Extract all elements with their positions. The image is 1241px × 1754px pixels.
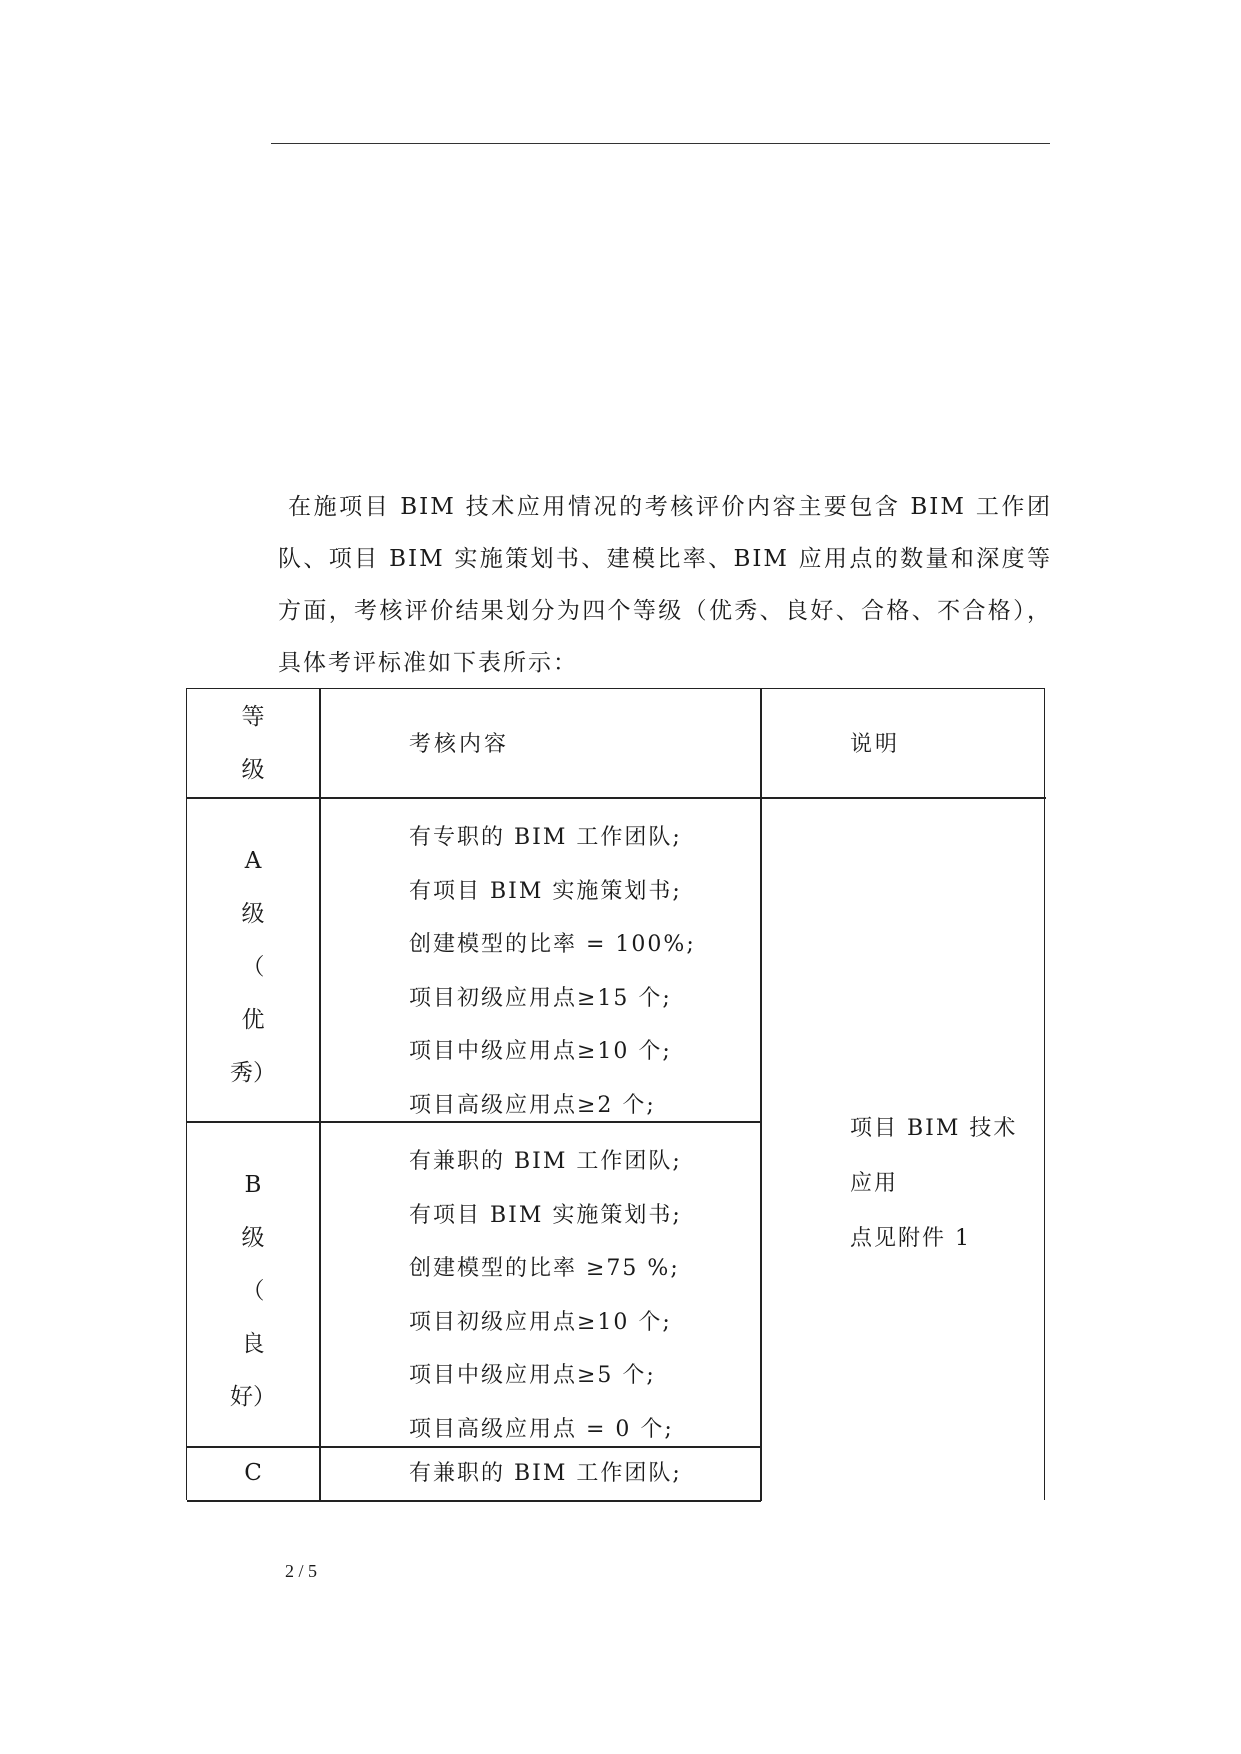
grade-a-line-1: A [244, 848, 262, 874]
grade-b-line-2: 级 [241, 1225, 265, 1251]
column-divider-grade [319, 689, 321, 1501]
content-item: 项目高级应用点≥2 个; [409, 1092, 656, 1118]
content-item: 有项目 BIM 实施策划书; [409, 1202, 682, 1228]
content-item: 有项目 BIM 实施策划书; [409, 878, 682, 904]
grade-b-line-3: （ [241, 1278, 265, 1304]
grade-b-line-5: 好） [230, 1384, 276, 1410]
header-rule [271, 143, 1050, 144]
grade-c [187, 1447, 319, 1500]
content-item: 项目中级应用点≥5 个; [409, 1363, 656, 1388]
header-content: 考核内容 [409, 732, 510, 757]
evaluation-table [186, 688, 1045, 1500]
header-row-divider [187, 797, 1046, 799]
content-item: 有兼职的 BIM 工作团队; [409, 1461, 682, 1486]
grade-c-line-1: C [244, 1460, 262, 1486]
grade-a [187, 835, 319, 1100]
content-item: 项目中级应用点≥10 个; [409, 1039, 672, 1064]
content-item: 创建模型的比率 = 100%; [409, 932, 696, 957]
content-item: 创建模型的比率 ≥75 %; [409, 1256, 680, 1281]
content-item: 项目初级应用点≥15 个; [409, 985, 672, 1011]
grade-b-line-4: 良 [241, 1331, 265, 1357]
grade-a-line-2: 级 [241, 901, 265, 927]
content-list-b [409, 1135, 682, 1456]
note-cell [850, 1101, 1040, 1266]
content-item: 有专职的 BIM 工作团队; [409, 825, 682, 850]
grade-a-line-5: 秀） [230, 1060, 276, 1086]
header-grade-line-1: 等 [241, 704, 265, 730]
note-line-2: 点见附件 1 [850, 1226, 971, 1251]
grade-a-line-4: 优 [241, 1007, 265, 1033]
content-list-a [409, 811, 696, 1132]
content-item: 项目初级应用点≥10 个; [409, 1309, 672, 1335]
header-grade [187, 691, 319, 797]
intro-paragraph: 在施项目 BIM 技术应用情况的考核评价内容主要包含 BIM 工作团队、项目 BIM 实施策划书、建模比率、BIM 应用点的数量和深度等方面，考核评价结果划分为四个等级（优秀、良好、合格、不合格），具体考评标准如下表所示： [278, 494, 1052, 676]
note-line-1: 项目 BIM 技术应用 [850, 1116, 1018, 1196]
content-item: 有兼职的 BIM 工作团队; [409, 1149, 682, 1174]
grade-b-line-1: B [244, 1172, 262, 1198]
content-list-c [409, 1447, 682, 1501]
page-number: 2 / 5 [285, 1561, 318, 1581]
header-grade-line-2: 级 [241, 757, 265, 783]
grade-a-line-3: （ [241, 954, 265, 980]
intro-section [278, 481, 1052, 689]
column-divider-content [760, 689, 762, 1501]
content-item: 项目高级应用点 = 0 个; [409, 1416, 674, 1442]
grade-b [187, 1159, 319, 1424]
header-note: 说明 [850, 732, 901, 757]
